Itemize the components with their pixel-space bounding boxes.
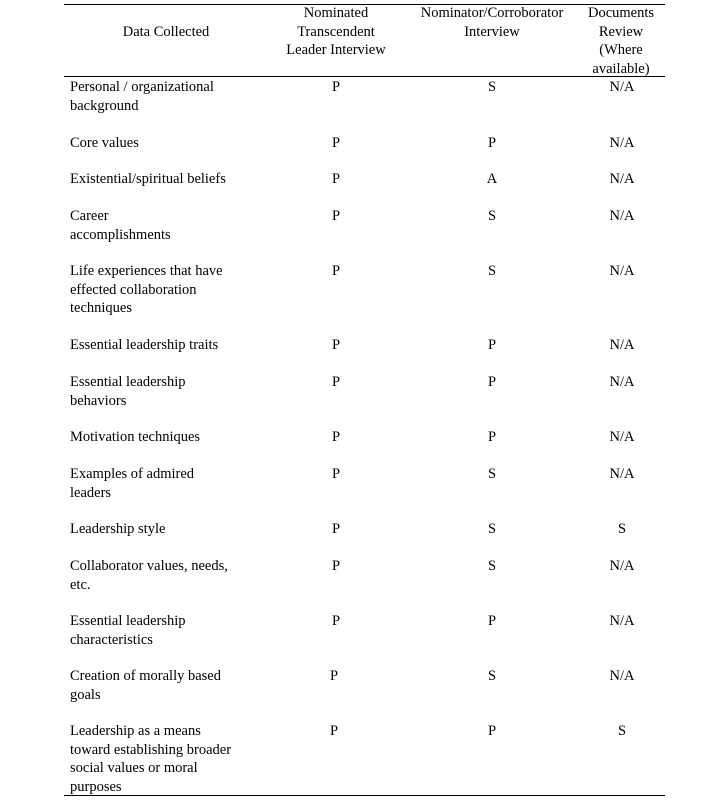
row-label-line: Essential leadership traits: [70, 337, 219, 353]
header-line: Documents: [587, 5, 655, 21]
documents-review-cell: N/A: [609, 466, 635, 482]
row-label: [70, 465, 260, 502]
row-label-line: Existential/spiritual beliefs: [70, 171, 226, 187]
documents-review-cell: N/A: [609, 668, 635, 684]
row-label: [70, 336, 260, 355]
leader-interview-cell: P: [331, 208, 341, 224]
nominator-interview-cell: S: [487, 558, 497, 574]
row-label-line: effected collaboration: [70, 281, 197, 298]
documents-review-cell: N/A: [609, 79, 635, 95]
row-label-line: goals: [70, 686, 101, 703]
leader-interview-cell: P: [329, 668, 339, 684]
header-nominator-interview: [406, 4, 578, 41]
leader-interview-cell: P: [331, 171, 341, 187]
row-label-line: behaviors: [70, 392, 127, 409]
nominator-interview-cell: S: [487, 521, 497, 537]
row-label: [70, 557, 260, 594]
header-line: Nominator/Corroborator: [420, 5, 564, 21]
header-line: Interview: [464, 23, 520, 40]
leader-interview-cell: P: [331, 429, 341, 445]
header-line: Transcendent: [297, 23, 375, 40]
nominator-interview-cell: S: [487, 668, 497, 684]
row-label-line: Motivation techniques: [70, 429, 201, 445]
row-label: [70, 207, 260, 244]
documents-review-cell: N/A: [609, 135, 635, 151]
header-line: Review: [598, 23, 644, 40]
leader-interview-cell: P: [331, 263, 341, 279]
row-label-line: toward establishing broader: [70, 741, 232, 758]
header-documents-review: [576, 4, 666, 78]
row-label-line: characteristics: [70, 631, 153, 648]
nominator-interview-cell: P: [487, 429, 497, 445]
nominator-interview-cell: P: [487, 723, 497, 739]
header-line: Nominated: [303, 5, 369, 21]
leader-interview-cell: P: [331, 521, 341, 537]
row-label-line: Life experiences that have: [70, 263, 223, 279]
header-line: Data Collected: [122, 24, 210, 40]
documents-review-cell: N/A: [609, 337, 635, 353]
nominator-interview-cell: P: [487, 613, 497, 629]
leader-interview-cell: P: [331, 79, 341, 95]
documents-review-cell: N/A: [609, 208, 635, 224]
row-label: [70, 612, 260, 649]
row-label-line: Essential leadership: [70, 613, 186, 629]
leader-interview-cell: P: [331, 558, 341, 574]
row-label-line: etc.: [70, 576, 91, 593]
row-label-line: Personal / organizational: [70, 79, 214, 95]
row-label-line: Collaborator values, needs,: [70, 558, 228, 574]
documents-review-cell: S: [617, 521, 627, 537]
documents-review-cell: N/A: [609, 171, 635, 187]
row-label: [70, 428, 260, 447]
leader-interview-cell: P: [331, 337, 341, 353]
row-label-line: accomplishments: [70, 226, 171, 243]
row-label: [70, 722, 260, 796]
nominator-interview-cell: S: [487, 263, 497, 279]
documents-review-cell: S: [617, 723, 627, 739]
row-label: [70, 78, 260, 115]
row-label-line: Career: [70, 208, 109, 224]
row-label: [70, 262, 260, 318]
nominator-interview-cell: P: [487, 337, 497, 353]
leader-interview-cell: P: [331, 135, 341, 151]
documents-review-cell: N/A: [609, 263, 635, 279]
row-label-line: Leadership as a means: [70, 723, 201, 739]
documents-review-cell: N/A: [609, 374, 635, 390]
leader-interview-cell: P: [331, 613, 341, 629]
row-label-line: purposes: [70, 778, 122, 795]
nominator-interview-cell: S: [487, 79, 497, 95]
nominator-interview-cell: A: [486, 171, 498, 187]
row-label: [70, 667, 260, 704]
row-label-line: Core values: [70, 135, 139, 151]
header-leader-interview: [266, 4, 406, 60]
row-label: [70, 520, 260, 539]
row-label-line: Creation of morally based: [70, 668, 221, 684]
leader-interview-cell: P: [331, 374, 341, 390]
row-label-line: Examples of admired: [70, 466, 195, 482]
documents-review-cell: N/A: [609, 558, 635, 574]
row-label-line: Leadership style: [70, 521, 166, 537]
row-label-line: background: [70, 97, 139, 114]
nominator-interview-cell: S: [487, 466, 497, 482]
row-label: [70, 373, 260, 410]
header-line: available): [592, 60, 650, 77]
row-label-line: leaders: [70, 484, 112, 501]
header-line: (Where: [599, 42, 643, 58]
nominator-interview-cell: P: [487, 135, 497, 151]
documents-review-cell: N/A: [609, 429, 635, 445]
header-bottom-rule: [64, 76, 665, 77]
row-label-line: Essential leadership: [70, 374, 186, 390]
nominator-interview-cell: S: [487, 208, 497, 224]
header-data-collected: [96, 23, 236, 42]
row-label: [70, 134, 260, 153]
row-label: [70, 170, 260, 189]
row-label-line: social values or moral: [70, 760, 198, 776]
row-label-line: techniques: [70, 300, 133, 316]
table-bottom-rule: [64, 795, 665, 796]
documents-review-cell: N/A: [609, 613, 635, 629]
header-line: Leader Interview: [286, 42, 386, 58]
nominator-interview-cell: P: [487, 374, 497, 390]
leader-interview-cell: P: [329, 723, 339, 739]
leader-interview-cell: P: [331, 466, 341, 482]
